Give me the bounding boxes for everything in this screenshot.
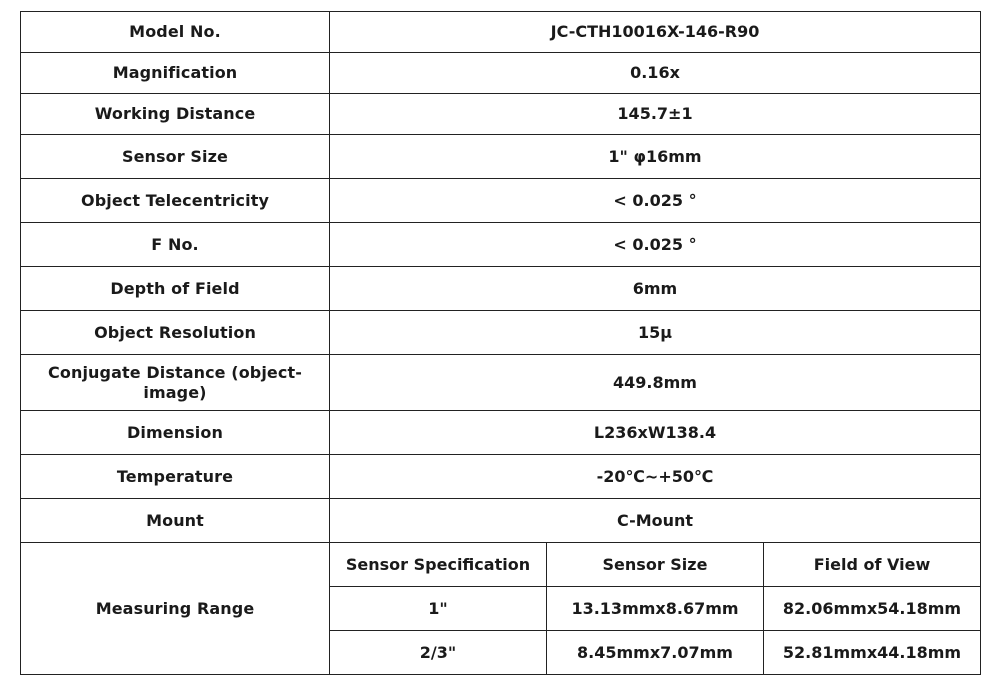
- value-f-no: < 0.025 °: [330, 223, 981, 267]
- value-object-telecentricity: < 0.025 °: [330, 179, 981, 223]
- header-sensor-specification: Sensor Specification: [330, 543, 547, 587]
- value-object-resolution: 15μ: [330, 311, 981, 355]
- cell-sensor-size-1: 13.13mmx8.67mm: [547, 587, 764, 631]
- label-model-no: Model No.: [21, 12, 330, 53]
- table-row-temperature: [21, 455, 981, 499]
- value-magnification: 0.16x: [330, 53, 981, 94]
- specification-table: [20, 11, 981, 675]
- cell-field-of-view-1: 82.06mmx54.18mm: [764, 587, 981, 631]
- cell-field-of-view-2: 52.81mmx44.18mm: [764, 631, 981, 675]
- header-sensor-size: Sensor Size: [547, 543, 764, 587]
- table-row-object-telecentricity: [21, 179, 981, 223]
- header-field-of-view: Field of View: [764, 543, 981, 587]
- value-dimension: L236xW138.4: [330, 411, 981, 455]
- value-mount: C-Mount: [330, 499, 981, 543]
- cell-sensor-spec-1: 1": [330, 587, 547, 631]
- label-f-no: F No.: [21, 223, 330, 267]
- label-temperature: Temperature: [21, 455, 330, 499]
- table-row-conjugate-distance: [21, 355, 981, 411]
- label-depth-of-field: Depth of Field: [21, 267, 330, 311]
- label-mount: Mount: [21, 499, 330, 543]
- table-row-depth-of-field: [21, 267, 981, 311]
- label-dimension: Dimension: [21, 411, 330, 455]
- label-magnification: Magnification: [21, 53, 330, 94]
- value-model-no: JC-CTH10016X-146-R90: [330, 12, 981, 53]
- label-object-telecentricity: Object Telecentricity: [21, 179, 330, 223]
- value-temperature: -20℃~+50℃: [330, 455, 981, 499]
- label-sensor-size: Sensor Size: [21, 135, 330, 179]
- value-depth-of-field: 6mm: [330, 267, 981, 311]
- label-conjugate-distance: Conjugate Distance (object-image): [21, 355, 330, 411]
- table-row-dimension: [21, 411, 981, 455]
- value-sensor-size: 1" φ16mm: [330, 135, 981, 179]
- table-row-model-no: [21, 12, 981, 53]
- table-row-working-distance: [21, 94, 981, 135]
- value-conjugate-distance: 449.8mm: [330, 355, 981, 411]
- label-measuring-range: Measuring Range: [21, 543, 330, 675]
- table-row-magnification: [21, 53, 981, 94]
- value-working-distance: 145.7±1: [330, 94, 981, 135]
- table-row-measuring-range-header: [21, 543, 981, 587]
- table-row-f-no: [21, 223, 981, 267]
- label-working-distance: Working Distance: [21, 94, 330, 135]
- cell-sensor-spec-2: 2/3": [330, 631, 547, 675]
- cell-sensor-size-2: 8.45mmx7.07mm: [547, 631, 764, 675]
- table-row-sensor-size: [21, 135, 981, 179]
- table-row-object-resolution: [21, 311, 981, 355]
- label-object-resolution: Object Resolution: [21, 311, 330, 355]
- table-row-mount: [21, 499, 981, 543]
